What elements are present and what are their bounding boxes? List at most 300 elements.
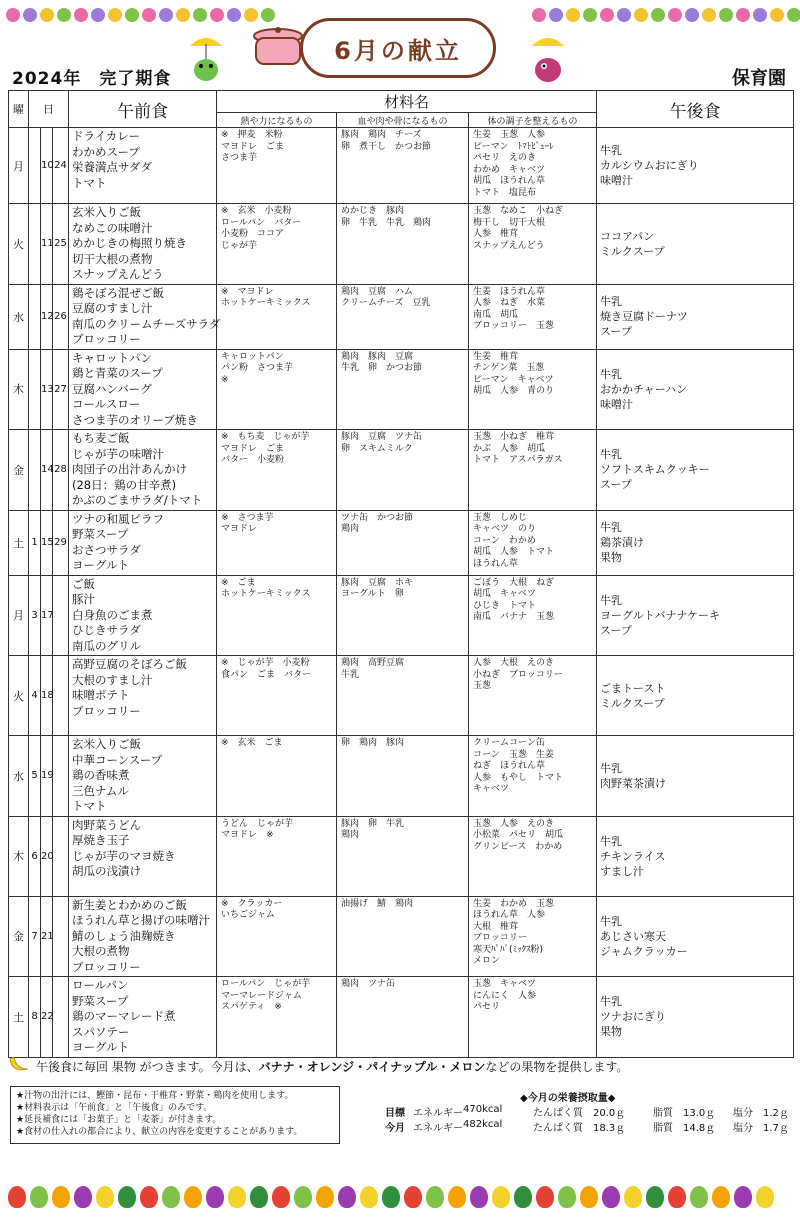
- regulating-foods-cell: 玉葱 キャベツ にんにく 人参 パセリ: [469, 977, 597, 1058]
- snack-item: スープ: [600, 325, 632, 338]
- regulating-foods-cell: 生姜 わかめ 玉葱 ほうれん草 人参 大根 椎茸 ブロッコリー 寒天ﾊﾟﾊﾟ(ﾐｯｸｽ粉) メロン: [469, 896, 597, 977]
- dish-item: 玄米入りご飯: [72, 737, 141, 751]
- am-dishes-cell: [69, 349, 217, 430]
- regulating-foods-cell: 生姜 椎茸 チンゲン菜 玉葱 ピーマン キャベツ 胡瓜 人参 青のり: [469, 349, 597, 430]
- body-foods-cell: 豚肉 豆腐 ツナ缶 卵 スキムミルク: [337, 430, 469, 511]
- protein-label: たんぱく質: [533, 1123, 583, 1134]
- energy-foods-cell: ※ 玄米 ごま: [217, 736, 337, 817]
- date-cell: 20: [41, 816, 53, 896]
- snack-item: 牛乳: [600, 593, 623, 607]
- date-cell: 24: [53, 128, 69, 204]
- date-header: 日: [29, 91, 69, 128]
- snack-item: 牛乳: [600, 367, 623, 381]
- vegetable-icon: [272, 1186, 290, 1208]
- vegetable-icon: [536, 1186, 554, 1208]
- salt-value: 1.2ｇ: [763, 1108, 789, 1119]
- vegetable-icon: [8, 1186, 26, 1208]
- date-cell: [53, 656, 69, 736]
- pot-illustration: [248, 22, 308, 70]
- pm-snack-cell: [597, 128, 794, 204]
- flower-icon: [23, 8, 37, 22]
- snack-item: 果物: [600, 551, 623, 564]
- flower-icon: [91, 8, 105, 22]
- pm-snack-cell: [597, 430, 794, 511]
- dish-item: 白身魚のごま煮: [72, 607, 153, 622]
- vegetable-icon: [756, 1186, 774, 1208]
- dish-item: ツナの和風ピラフ: [72, 511, 164, 526]
- body-foods-cell: 鶏肉 豚肉 豆腐 牛乳 卵 かつお節: [337, 349, 469, 430]
- pm-snack-cell: [597, 896, 794, 977]
- fat-label: 脂質: [653, 1123, 673, 1134]
- flower-icon: [668, 8, 682, 22]
- date-cell: [29, 204, 41, 285]
- dish-item: おさつサラダ: [72, 542, 141, 557]
- vegetable-icon: [360, 1186, 378, 1208]
- vegetable-icon: [580, 1186, 598, 1208]
- date-cell: 13: [41, 349, 53, 430]
- flower-icon: [685, 8, 699, 22]
- am-dishes-cell: [69, 736, 217, 817]
- am-dishes-cell: [69, 204, 217, 285]
- bird-illustration: [528, 32, 568, 84]
- pm-snack-cell: [597, 204, 794, 285]
- snack-item: 牛乳: [600, 448, 623, 462]
- year-label: 2024年 完了期食: [12, 69, 172, 89]
- weekday-cell: 木: [9, 349, 29, 430]
- pm-header: 午後食: [597, 91, 794, 128]
- snack-item: ココアパン: [600, 229, 655, 243]
- flower-icon: [549, 8, 563, 22]
- regulating-foods-cell: 玉葱 なめこ 小ねぎ 梅干し 切干大根 人参 椎茸 スナップえんどう: [469, 204, 597, 285]
- vegetable-icon: [140, 1186, 158, 1208]
- salt-label: 塩分: [733, 1108, 753, 1119]
- vegetable-icon: [624, 1186, 642, 1208]
- date-cell: [53, 816, 69, 896]
- nutrition-title: ◆今月の栄養摂取量◆: [520, 1093, 616, 1104]
- snack-item: 牛乳: [600, 761, 623, 775]
- vegetable-icon: [162, 1186, 180, 1208]
- body-foods-cell: 卵 鶏肉 豚肉: [337, 736, 469, 817]
- snack-item: ソフトスキムクッキー: [600, 463, 710, 477]
- regulating-foods-cell: 人参 大根 えのき 小ねぎ ブロッコリー 玉葱: [469, 656, 597, 736]
- flower-icon: [142, 8, 156, 22]
- vegetable-icon: [492, 1186, 510, 1208]
- vegetable-border: [8, 1186, 774, 1212]
- dish-item: 南瓜のクリームチーズサラダ: [72, 316, 221, 331]
- dish-item: 胡瓜の浅漬け: [72, 864, 141, 878]
- menu-row: [9, 816, 794, 896]
- vegetable-icon: [338, 1186, 356, 1208]
- vegetable-icon: [426, 1186, 444, 1208]
- snack-item: 味噌汁: [600, 397, 634, 411]
- dish-item: なめこの味噌汁: [72, 220, 153, 235]
- energy-foods-cell: ロールパン じゃが芋 マーマレードジャム スパゲティ ※: [217, 977, 337, 1058]
- menu-row: [9, 284, 794, 349]
- vegetable-icon: [734, 1186, 752, 1208]
- pm-snack-cell: [597, 349, 794, 430]
- note-item: ★汁物の出汁には、鰹節・昆布・干椎茸・野菜・鶏肉を使用します。: [16, 1091, 294, 1101]
- date-cell: 18: [41, 656, 53, 736]
- flower-icon: [702, 8, 716, 22]
- dish-item: ロールパン: [72, 978, 129, 992]
- date-cell: 8: [29, 977, 41, 1058]
- flower-icon: [600, 8, 614, 22]
- menu-row: [9, 977, 794, 1058]
- date-cell: [29, 284, 41, 349]
- am-dishes-cell: [69, 977, 217, 1058]
- date-cell: 22: [41, 977, 53, 1058]
- vegetable-icon: [646, 1186, 664, 1208]
- dish-item: もち麦ご飯: [72, 431, 130, 445]
- nutrition-label: 今月: [385, 1123, 405, 1134]
- regulating-foods-cell: 玉葱 人参 えのき 小松菜 パセリ 胡瓜 グリンピース わかめ: [469, 816, 597, 896]
- body-foods-cell: 豚肉 卵 牛乳 鶏肉: [337, 816, 469, 896]
- notes-box: [10, 1086, 340, 1144]
- menu-row: [9, 204, 794, 285]
- menu-row: [9, 510, 794, 575]
- date-cell: 5: [29, 736, 41, 817]
- weekday-cell: 月: [9, 575, 29, 656]
- date-cell: 26: [53, 284, 69, 349]
- energy-foods-cell: ※ 玄米 小麦粉 ロールパン バター 小麦粉 ココア じゃが芋: [217, 204, 337, 285]
- dish-item: キャロットパン: [72, 350, 153, 365]
- energy-foods-cell: ※ 押麦 米粉 マヨドレ ごま さつま芋: [217, 128, 337, 204]
- dish-item: ヨーグルト: [72, 558, 130, 572]
- flower-icon: [125, 8, 139, 22]
- am-dishes-cell: [69, 656, 217, 736]
- dish-item: 大根の煮物: [72, 944, 130, 958]
- energy-foods-cell: ※ じゃが芋 小麦粉 食パン ごま バター: [217, 656, 337, 736]
- dish-item: かぶのごまサラダ/トマト: [72, 493, 203, 507]
- salt-label: 塩分: [733, 1123, 753, 1134]
- menu-row: [9, 128, 794, 204]
- vegetable-icon: [118, 1186, 136, 1208]
- snack-item: ごまトースト: [600, 681, 666, 695]
- weekday-cell: 土: [9, 977, 29, 1058]
- fat-label: 脂質: [653, 1108, 673, 1119]
- snack-item: 牛乳: [600, 295, 623, 308]
- nutrition-row-target: [385, 1104, 800, 1119]
- energy-foods-cell: ※ ごま ホットケーキミックス: [217, 575, 337, 656]
- weekday-cell: 火: [9, 656, 29, 736]
- am-dishes-cell: [69, 896, 217, 977]
- dish-item: 肉団子の出汁あんかけ: [72, 462, 187, 476]
- body-foods-cell: ツナ缶 かつお節 鶏肉: [337, 510, 469, 575]
- vegetable-icon: [206, 1186, 224, 1208]
- vegetable-icon: [690, 1186, 708, 1208]
- vegetable-icon: [30, 1186, 48, 1208]
- vegetable-icon: [74, 1186, 92, 1208]
- note-item: ★材料表示は「午前食」と「午後食」のみです。: [16, 1103, 213, 1113]
- menu-row: [9, 896, 794, 977]
- snack-item: 果物: [600, 1025, 623, 1039]
- snack-item: 牛乳: [600, 834, 623, 848]
- flower-icon: [210, 8, 224, 22]
- date-cell: 25: [53, 204, 69, 285]
- dish-item: じゃが芋の味噌汁: [72, 446, 164, 461]
- weekday-cell: 土: [9, 510, 29, 575]
- flower-icon: [193, 8, 207, 22]
- snack-item: ミルクスープ: [600, 696, 665, 710]
- vegetable-icon: [470, 1186, 488, 1208]
- date-cell: 3: [29, 575, 41, 656]
- date-cell: 29: [53, 510, 69, 575]
- date-cell: 6: [29, 816, 41, 896]
- snack-item: 牛乳: [600, 995, 623, 1009]
- energy-label: エネルギー: [413, 1108, 463, 1119]
- pm-snack-cell: [597, 575, 794, 656]
- snack-item: 牛乳: [600, 914, 623, 928]
- snack-item: スープ: [600, 478, 632, 492]
- dish-item: 南瓜のグリル: [72, 638, 141, 653]
- snack-item: あじさい寒天: [600, 929, 667, 943]
- date-cell: 7: [29, 896, 41, 977]
- energy-value: 470kcal: [463, 1104, 503, 1115]
- date-cell: [53, 977, 69, 1058]
- am-header: 午前食: [69, 91, 217, 128]
- date-cell: [29, 128, 41, 204]
- snack-item: ジャムクラッカー: [600, 944, 688, 958]
- mat2-header: 血や肉や骨になるもの: [337, 113, 469, 128]
- date-cell: 17: [41, 575, 53, 656]
- materials-header: 材料名: [217, 91, 597, 113]
- snack-item: ツナおにぎり: [600, 1010, 667, 1024]
- fruit-note-fruits: バナナ・オレンジ・パイナップル・メロン: [258, 1060, 486, 1074]
- pm-snack-cell: [597, 510, 794, 575]
- vegetable-icon: [558, 1186, 576, 1208]
- am-dishes-cell: [69, 128, 217, 204]
- mat3-header: 体の調子を整えるもの: [469, 113, 597, 128]
- am-dishes-cell: [69, 510, 217, 575]
- fruit-note-prefix: 午後食に毎回 果物 がつきます。今月は、: [36, 1060, 259, 1074]
- flower-icon: [108, 8, 122, 22]
- regulating-foods-cell: 玉葱 小ねぎ 椎茸 かぶ 人参 胡瓜 トマト アスパラガス: [469, 430, 597, 511]
- weekday-header: 曜: [9, 91, 29, 128]
- nursery-label: 保育園: [732, 68, 786, 89]
- energy-foods-cell: ※ クラッカー いちごジャム: [217, 896, 337, 977]
- am-dishes-cell: [69, 284, 221, 349]
- regulating-foods-cell: 玉葱 しめじ キャベツ のり コーン わかめ 胡瓜 人参 トマト ほうれん草: [469, 510, 597, 575]
- dish-item: わかめスープ: [72, 144, 140, 159]
- flower-icon: [770, 8, 784, 22]
- menu-table: [8, 90, 794, 1058]
- flower-icon: [176, 8, 190, 22]
- date-cell: 4: [29, 656, 41, 736]
- body-foods-cell: 豚肉 豆腐 ホキ ヨーグルト 卵: [337, 575, 469, 656]
- regulating-foods-cell: 生姜 玉葱 人参 ピーマン ﾄﾏﾄﾋﾟｭｰﾚ パセリ えのき わかめ キャベツ 胡瓜 ほうれん草 トマト 塩昆布: [469, 128, 597, 204]
- energy-foods-cell: キャロットパン パン粉 さつま芋 ※: [217, 349, 337, 430]
- note-item: ★食材の仕入れの都合により、献立の内容を変更することがあります。: [16, 1127, 303, 1137]
- date-cell: 27: [53, 349, 69, 430]
- vegetable-icon: [404, 1186, 422, 1208]
- vegetable-icon: [316, 1186, 334, 1208]
- date-cell: [53, 736, 69, 817]
- snack-item: 焼き豆腐ドーナツ: [600, 310, 688, 323]
- date-cell: [29, 349, 41, 430]
- menu-row: [9, 349, 794, 430]
- dish-item: ブロッコリー: [72, 703, 141, 718]
- dish-item: トマト: [72, 799, 107, 813]
- weekday-cell: 木: [9, 816, 29, 896]
- snack-item: ミルクスープ: [600, 244, 665, 258]
- dish-item: 高野豆腐のそぼろご飯: [72, 657, 187, 671]
- dish-item: ご飯: [72, 576, 95, 591]
- date-cell: [53, 575, 69, 656]
- flower-icon: [719, 8, 733, 22]
- flower-icon: [753, 8, 767, 22]
- pm-snack-cell: [597, 656, 794, 736]
- dish-item: (28日：鶏の甘辛煮): [72, 477, 177, 492]
- vegetable-icon: [184, 1186, 202, 1208]
- body-foods-cell: 鶏肉 ツナ缶: [337, 977, 469, 1058]
- flower-icon: [566, 8, 580, 22]
- body-foods-cell: 豚肉 鶏肉 チーズ 卵 煮干し かつお節: [337, 128, 469, 204]
- fruit-note: [36, 1058, 628, 1075]
- pm-snack-cell: [597, 816, 794, 896]
- snack-item: 肉野菜茶漬け: [600, 776, 667, 790]
- menu-row: [9, 656, 794, 736]
- dish-item: 新生姜とわかめのご飯: [72, 897, 187, 912]
- dish-item: 豆腐ハンバーグ: [72, 381, 152, 396]
- dish-item: 鯖のしょう油麹焼き: [72, 928, 176, 943]
- vegetable-icon: [382, 1186, 400, 1208]
- date-cell: 1: [29, 510, 41, 575]
- flower-icon: [40, 8, 54, 22]
- snack-item: おかかチャーハン: [600, 382, 688, 396]
- pm-snack-cell: [597, 977, 794, 1058]
- flower-icon: [74, 8, 88, 22]
- snack-item: 牛乳: [600, 144, 623, 157]
- fruit-note-suffix: などの果物を提供します。: [485, 1060, 629, 1074]
- dish-item: 大根のすまし汁: [72, 672, 153, 687]
- menu-row: [9, 430, 794, 511]
- regulating-foods-cell: 生姜 ほうれん草 人参 ねぎ 水菜 南瓜 胡瓜 ブロッコリー 玉葱: [469, 284, 597, 349]
- vegetable-icon: [250, 1186, 268, 1208]
- vegetable-icon: [228, 1186, 246, 1208]
- date-cell: 11: [41, 204, 53, 285]
- vegetable-icon: [52, 1186, 70, 1208]
- dish-item: 野菜スープ: [72, 527, 129, 541]
- date-cell: 14: [41, 430, 53, 511]
- body-foods-cell: 鶏肉 高野豆腐 牛乳: [337, 656, 469, 736]
- body-foods-cell: めかじき 豚肉 卵 牛乳 牛乳 鶏肉: [337, 204, 469, 285]
- date-cell: 12: [41, 284, 53, 349]
- weekday-cell: 金: [9, 896, 29, 977]
- dish-item: ブロッコリー: [72, 959, 141, 974]
- banana-icon: [8, 1055, 30, 1075]
- vegetable-icon: [448, 1186, 466, 1208]
- flower-icon: [651, 8, 665, 22]
- dish-item: 鶏と青菜のスープ: [72, 366, 163, 380]
- flower-icon: [6, 8, 20, 22]
- snack-item: カルシウムおにぎり: [600, 159, 699, 172]
- flower-icon: [244, 8, 258, 22]
- weekday-cell: 火: [9, 204, 29, 285]
- protein-label: たんぱく質: [533, 1108, 583, 1119]
- date-cell: [53, 896, 69, 977]
- energy-label: エネルギー: [413, 1123, 463, 1134]
- pm-snack-cell: [597, 284, 794, 349]
- body-foods-cell: 油揚げ 鯖 鶏肉: [337, 896, 469, 977]
- nutrition-row-actual: [385, 1119, 800, 1134]
- dish-item: ヨーグルト: [72, 1040, 130, 1054]
- vegetable-icon: [294, 1186, 312, 1208]
- vegetable-icon: [514, 1186, 532, 1208]
- am-dishes-cell: [69, 430, 217, 511]
- dish-item: ひじきサラダ: [72, 623, 141, 637]
- date-cell: [29, 430, 41, 511]
- dish-item: トマト: [72, 175, 107, 190]
- date-cell: 28: [53, 430, 69, 511]
- decor-flowers-left: [6, 8, 275, 26]
- flower-icon: [617, 8, 631, 22]
- flower-icon: [532, 8, 546, 22]
- energy-foods-cell: ※ さつま芋 マヨドレ: [217, 510, 337, 575]
- date-cell: 19: [41, 736, 53, 817]
- dish-item: 味噌ポテト: [72, 688, 130, 702]
- dish-item: ほうれん草と揚げの味噌汁: [72, 913, 210, 927]
- snack-item: ヨーグルトバナナケーキ: [600, 608, 721, 622]
- dish-item: 鶏のマーマレード煮: [72, 1009, 176, 1023]
- menu-row: [9, 736, 794, 817]
- dish-item: 豆腐のすまし汁: [72, 301, 153, 315]
- page-title: 6月の献立: [300, 18, 496, 78]
- weekday-cell: 水: [9, 736, 29, 817]
- energy-foods-cell: うどん じゃが芋 マヨドレ ※: [217, 816, 337, 896]
- body-foods-cell: 鶏肉 豆腐 ハム クリームチーズ 豆乳: [337, 284, 469, 349]
- dish-item: 中華コーンスープ: [72, 752, 163, 767]
- flower-icon: [583, 8, 597, 22]
- vegetable-icon: [712, 1186, 730, 1208]
- energy-foods-cell: ※ マヨドレ ホットケーキミックス: [217, 284, 337, 349]
- dish-item: 鶏そぼろ混ぜご飯: [72, 285, 164, 300]
- am-dishes-cell: [69, 575, 217, 656]
- dish-item: ブロッコリー: [72, 332, 141, 346]
- snack-item: 味噌汁: [600, 174, 634, 187]
- flower-icon: [227, 8, 241, 22]
- note-item: ★延長補食には「お菓子」と「麦茶」が付きます。: [16, 1115, 222, 1125]
- snack-item: スープ: [600, 623, 632, 637]
- snack-item: すまし汁: [600, 864, 645, 878]
- energy-foods-cell: ※ もち麦 じゃが芋 マヨドレ ごま バター 小麦粉: [217, 430, 337, 511]
- weekday-cell: 金: [9, 430, 29, 511]
- weekday-cell: 月: [9, 128, 29, 204]
- vegetable-icon: [96, 1186, 114, 1208]
- flower-icon: [634, 8, 648, 22]
- fat-value: 13.0ｇ: [683, 1108, 716, 1119]
- dish-item: 豚汁: [72, 592, 95, 606]
- dish-item: スナップえんどう: [72, 267, 164, 281]
- menu-row: [9, 575, 794, 656]
- flower-icon: [787, 8, 800, 22]
- date-cell: 15: [41, 510, 53, 575]
- flower-icon: [736, 8, 750, 22]
- snack-item: 鶏茶漬け: [600, 536, 645, 549]
- frog-illustration: [186, 32, 226, 84]
- am-dishes-cell: [69, 816, 217, 896]
- dish-item: ドライカレー: [72, 129, 141, 143]
- mat1-header: 熱や力になるもの: [217, 113, 337, 128]
- dish-item: めかじきの梅照り焼き: [72, 236, 187, 250]
- fat-value: 14.8ｇ: [683, 1123, 716, 1134]
- dish-item: 栄養満点サダダ: [72, 160, 152, 174]
- flower-icon: [57, 8, 71, 22]
- decor-flowers-right: [532, 8, 800, 26]
- dish-item: 三色ナムル: [72, 783, 129, 798]
- dish-item: 玄米入りご飯: [72, 205, 141, 219]
- protein-value: 18.3ｇ: [593, 1123, 626, 1134]
- flower-icon: [261, 8, 275, 22]
